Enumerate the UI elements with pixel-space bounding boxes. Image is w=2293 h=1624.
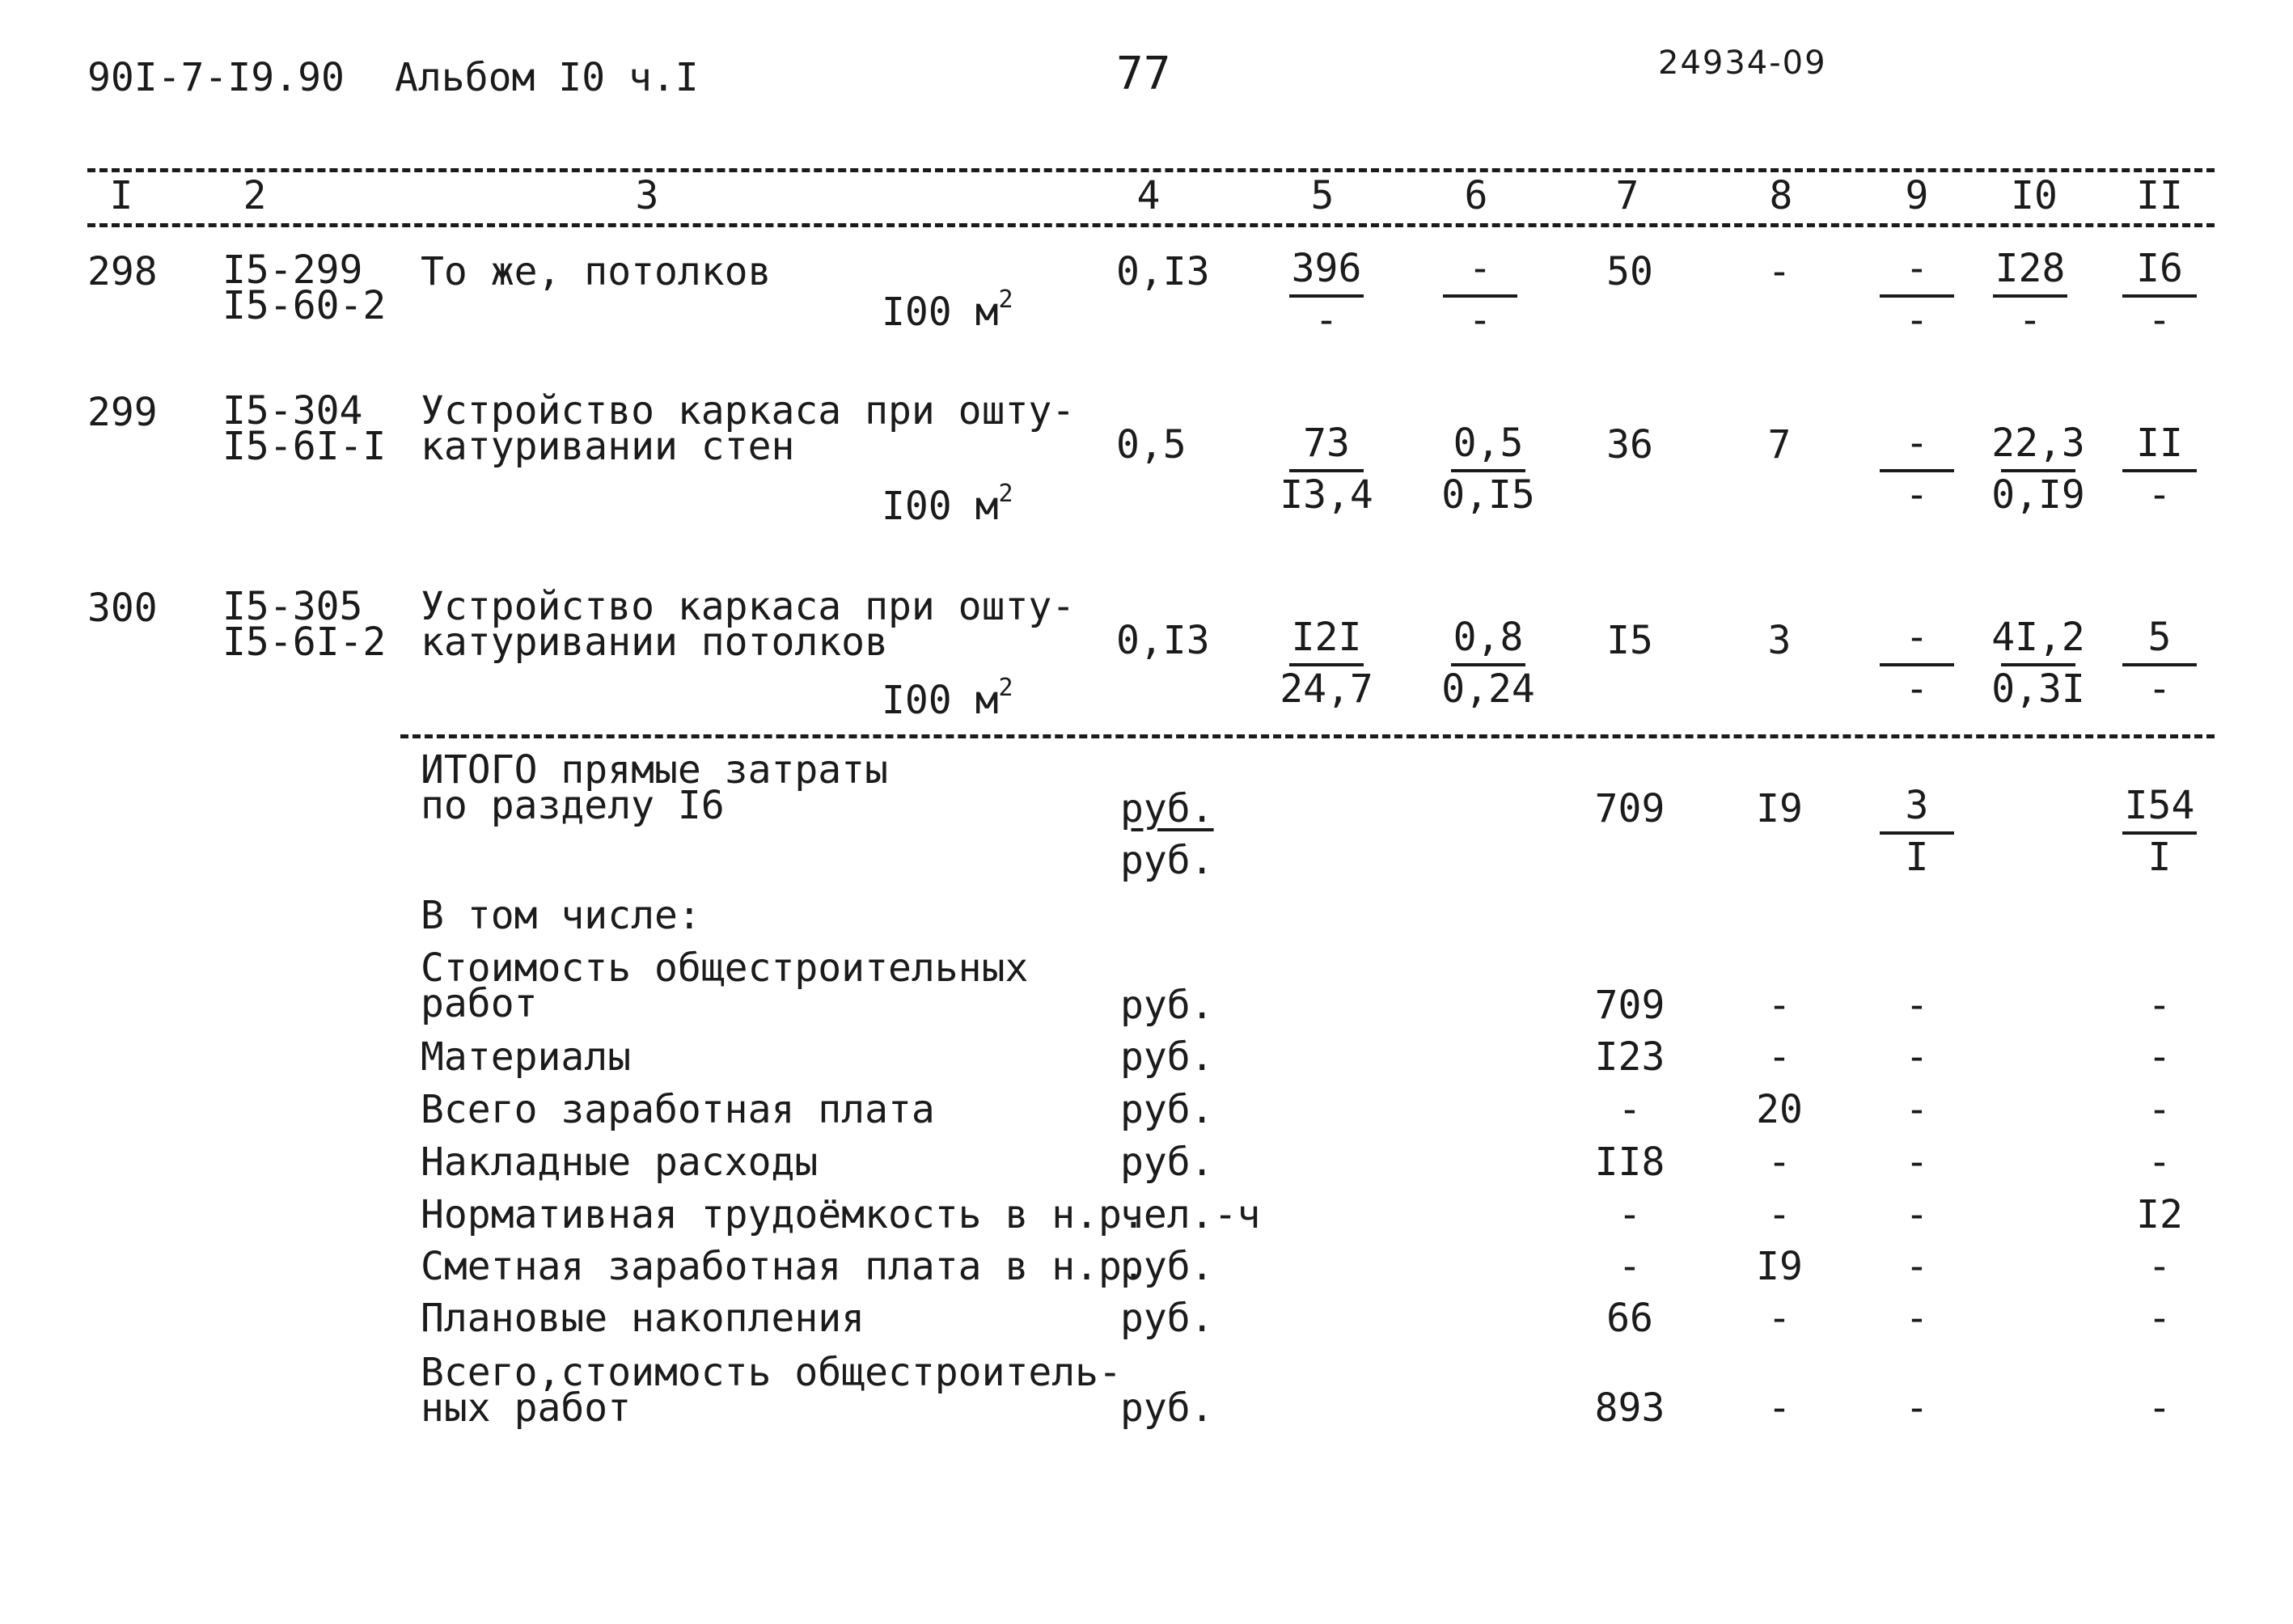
breakdown-col11: - — [2147, 1087, 2172, 1132]
column-header: 3 — [635, 173, 659, 218]
fraction-col9: - - — [1868, 421, 1965, 518]
fraction-col9: - - — [1868, 246, 1965, 343]
breakdown-col9: - — [1905, 1087, 1929, 1132]
breakdown-col11: - — [2147, 1385, 2172, 1431]
breakdown-label: Всего,стоимость общестроитель- ных работ — [421, 1350, 1122, 1431]
row-number: 298 — [87, 249, 158, 294]
rate-code: I5-299 I5-60-2 — [222, 247, 387, 328]
value-col8: - — [1767, 249, 1792, 294]
breakdown-col11: - — [2147, 1244, 2172, 1289]
fraction-col11: I6 - — [2111, 246, 2208, 343]
breakdown-col9: - — [1905, 1244, 1929, 1289]
column-header: 4 — [1136, 173, 1161, 218]
fraction-col5: I2I 24,7 — [1280, 615, 1373, 712]
fraction-col5: 73 I3,4 — [1280, 421, 1373, 518]
measure-unit: I00 $м^2$ — [882, 285, 1013, 335]
breakdown-col8: - — [1767, 1140, 1792, 1185]
including-label: В том числе: — [421, 893, 701, 938]
total-unit: руб. — [1120, 786, 1214, 831]
header-top-rule — [87, 168, 2215, 172]
fraction-col11: 5 - — [2111, 615, 2208, 712]
fraction-col6: 0,8 0,24 — [1441, 615, 1535, 712]
document-code: 90I-7-I9.90 — [87, 55, 345, 100]
column-header: 2 — [243, 173, 267, 218]
value-col8: 7 — [1767, 422, 1792, 467]
breakdown-col7: 66 — [1606, 1296, 1653, 1341]
archive-stamp: 24934-09 — [1658, 44, 1827, 82]
row-number: 299 — [87, 390, 158, 435]
breakdown-unit: руб. — [1120, 1296, 1214, 1341]
work-description: Устройство каркаса при оштy- катуривании стен — [421, 388, 1076, 469]
breakdown-col9: - — [1905, 1192, 1929, 1237]
quantity: 0,I3 — [1116, 249, 1210, 294]
breakdown-unit: руб. — [1120, 1034, 1214, 1080]
breakdown-col11: - — [2147, 1140, 2172, 1185]
breakdown-col9: - — [1905, 1034, 1929, 1080]
breakdown-col9: - — [1905, 983, 1929, 1028]
breakdown-col8: - — [1767, 1192, 1792, 1237]
measure-unit: I00 $м^2$ — [882, 674, 1013, 723]
value-col7: I5 — [1606, 618, 1653, 663]
fraction-col11: II - — [2111, 421, 2208, 518]
fraction-col10: I28 - — [1982, 246, 2079, 343]
breakdown-label: Накладные расходы — [421, 1140, 819, 1185]
column-header: 6 — [1464, 173, 1488, 218]
column-header: 7 — [1615, 173, 1639, 218]
breakdown-label: Всего заработная плата — [421, 1087, 935, 1132]
work-description: Устройство каркаса при оштy- катуривании потолков — [421, 584, 1076, 665]
fraction-col6: - - — [1432, 246, 1529, 343]
breakdown-label: Стоимость общестроительных работ — [421, 945, 1029, 1026]
value-col7: 50 — [1606, 249, 1653, 294]
breakdown-unit: чел.-ч — [1120, 1192, 1261, 1237]
breakdown-col8: I9 — [1756, 1244, 1803, 1289]
breakdown-col7: - — [1618, 1192, 1642, 1237]
column-header: I — [109, 173, 133, 218]
breakdown-col7: II8 — [1594, 1140, 1665, 1185]
rate-code: I5-305 I5-6I-2 — [222, 584, 387, 665]
breakdown-col7: - — [1618, 1244, 1642, 1289]
breakdown-unit: руб. — [1120, 1140, 1214, 1185]
breakdown-col9: - — [1905, 1385, 1929, 1431]
total-separator-rule — [400, 734, 2215, 738]
breakdown-col8: - — [1767, 1034, 1792, 1080]
total-col8: I9 — [1756, 786, 1803, 831]
breakdown-col8: - — [1767, 983, 1792, 1028]
total-fraction-col11: I54 I — [2111, 783, 2208, 880]
album-label: Альбом I0 ч.I — [395, 55, 699, 100]
breakdown-col7: - — [1618, 1087, 1642, 1132]
fraction-col9: - - — [1868, 615, 1965, 712]
header-bottom-rule — [87, 223, 2215, 227]
fraction-col5: 396 - — [1278, 246, 1375, 343]
breakdown-col11: - — [2147, 1034, 2172, 1080]
fraction-col10: 22,3 0,I9 — [1991, 421, 2085, 518]
quantity: 0,I3 — [1116, 618, 1210, 663]
breakdown-label: Материалы — [421, 1034, 632, 1080]
breakdown-col8: - — [1767, 1385, 1792, 1431]
breakdown-unit: руб. — [1120, 1385, 1214, 1431]
fraction-col10: 4I,2 0,3I — [1991, 615, 2085, 712]
rate-code: I5-304 I5-6I-I — [222, 388, 387, 469]
value-col7: 36 — [1606, 422, 1653, 467]
breakdown-unit: руб. — [1120, 1244, 1214, 1289]
column-header: 5 — [1310, 173, 1335, 218]
breakdown-col8: 20 — [1756, 1087, 1803, 1132]
breakdown-col7: 709 — [1594, 983, 1665, 1028]
breakdown-label: Плановые накопления — [421, 1296, 865, 1341]
total-fraction-col9: 3 I — [1868, 783, 1965, 880]
column-header: I0 — [2011, 173, 2058, 218]
fraction-col6: 0,5 0,I5 — [1441, 421, 1535, 518]
breakdown-unit: руб. — [1120, 983, 1214, 1028]
breakdown-col11: - — [2147, 983, 2172, 1028]
work-description: То же, потолков — [421, 249, 772, 294]
total-col7: 709 — [1594, 786, 1665, 831]
breakdown-col11: I2 — [2136, 1192, 2183, 1237]
column-header: II — [2136, 173, 2183, 218]
total-unit-secondary: руб. — [1120, 838, 1214, 883]
breakdown-label: Нормативная трудоёмкость в н.р. — [421, 1192, 1145, 1237]
measure-unit: I00 $м^2$ — [882, 480, 1013, 529]
breakdown-col11: - — [2147, 1296, 2172, 1341]
breakdown-unit: руб. — [1120, 1087, 1214, 1132]
column-header: 8 — [1769, 173, 1793, 218]
breakdown-label: Сметная заработная плата в н.р. — [421, 1244, 1145, 1289]
value-col8: 3 — [1767, 618, 1792, 663]
breakdown-col9: - — [1905, 1140, 1929, 1185]
breakdown-col7: I23 — [1594, 1034, 1665, 1080]
total-label: ИТОГО прямые затраты по разделу I6 — [421, 747, 888, 828]
quantity: 0,5 — [1116, 422, 1187, 467]
breakdown-col9: - — [1905, 1296, 1929, 1341]
breakdown-col8: - — [1767, 1296, 1792, 1341]
row-number: 300 — [87, 586, 158, 631]
column-header: 9 — [1905, 173, 1929, 218]
page-number: 77 — [1116, 48, 1171, 100]
breakdown-col7: 893 — [1594, 1385, 1665, 1431]
